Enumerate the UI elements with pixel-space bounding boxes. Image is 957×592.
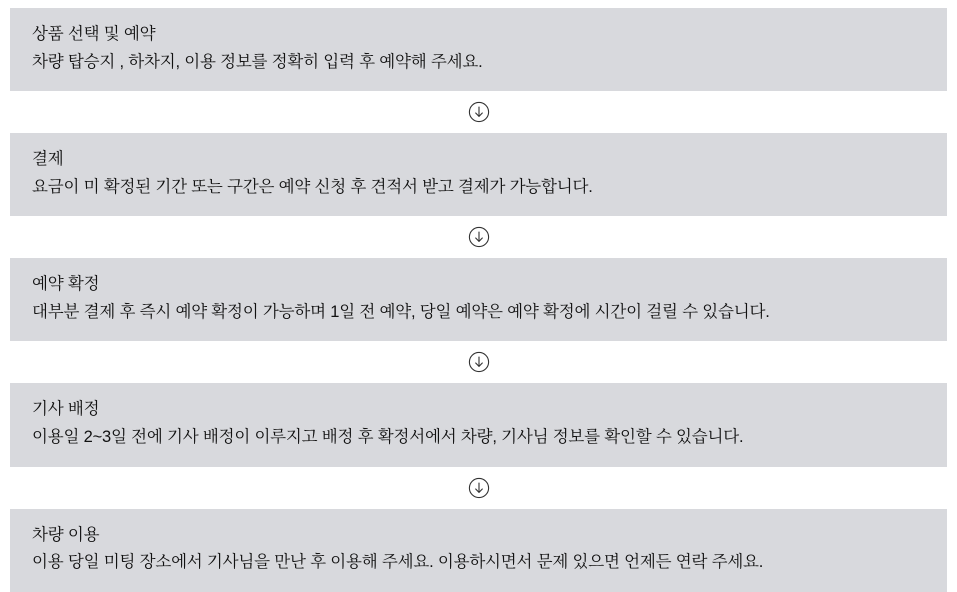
flow-connector-3: [10, 341, 947, 383]
flow-step-3-title: 예약 확정: [32, 275, 100, 294]
down-arrow-circle-icon: [468, 226, 490, 248]
flow-step-5: [10, 509, 947, 592]
flow-step-4-title: 기사 배정: [32, 400, 100, 419]
down-arrow-circle-icon: [468, 351, 490, 373]
down-arrow-circle-icon: [468, 101, 490, 123]
flow-step-1-description: 차량 탑승지 , 하차지, 이용 정보를 정확히 입력 후 예약해 주세요.: [32, 52, 483, 71]
flow-step-2-description: 요금이 미 확정된 기간 또는 구간은 예약 신청 후 견적서 받고 결제가 가능합니다.: [32, 177, 593, 196]
down-arrow-circle-icon: [468, 477, 490, 499]
flow-connector-1: [10, 91, 947, 133]
flow-connector-2: [10, 216, 947, 258]
flow-step-3: [10, 258, 947, 341]
flow-step-2: [10, 133, 947, 216]
flow-step-1: [10, 8, 947, 91]
flow-step-3-description: 대부분 결제 후 즉시 예약 확정이 가능하며 1일 전 예약, 당일 예약은 예약 확정에 시간이 걸릴 수 있습니다.: [32, 302, 770, 321]
flow-step-4-description: 이용일 2~3일 전에 기사 배정이 이루지고 배정 후 확정서에서 차량, 기사님 정보를 확인할 수 있습니다.: [32, 427, 744, 446]
flow-connector-4: [10, 467, 947, 509]
flow-step-4: [10, 383, 947, 466]
flow-step-1-title: 상품 선택 및 예약: [32, 25, 156, 43]
flow-step-5-title: 차량 이용: [32, 525, 100, 544]
flow-step-5-description: 이용 당일 미팅 장소에서 기사님을 만난 후 이용해 주세요. 이용하시면서 문제 있으면 언제든 연락 주세요.: [32, 553, 764, 572]
flow-step-2-title: 결제: [32, 150, 64, 169]
